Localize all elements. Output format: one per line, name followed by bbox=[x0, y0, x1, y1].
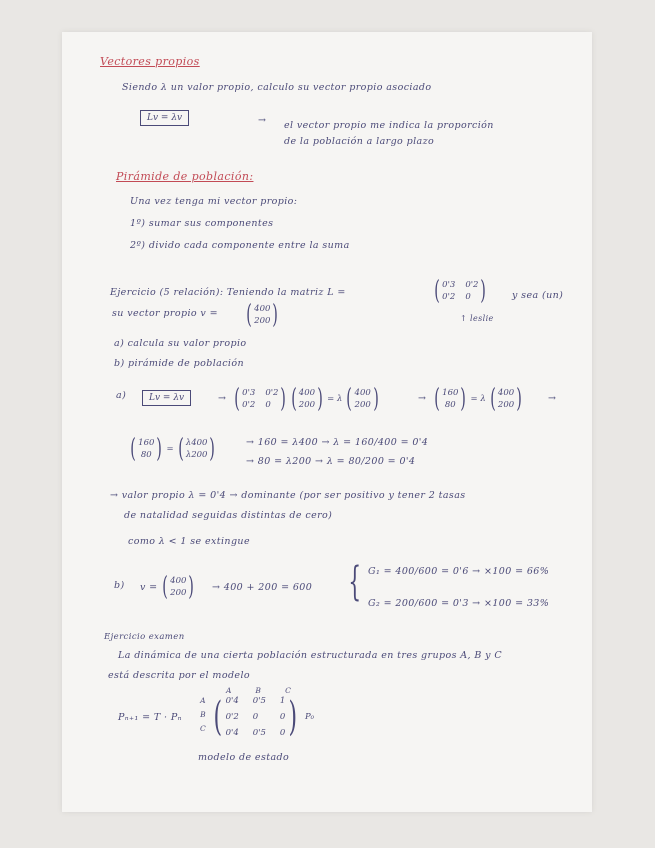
arrow-1: → bbox=[258, 115, 267, 126]
conclusion-1: → valor propio λ = 0'4 → dominante (por ser positivo y tener 2 tasas bbox=[110, 490, 466, 501]
step-2: 2º) divido cada componente entre la suma bbox=[130, 240, 350, 251]
eq2-row-2: → 80 = λ200 → λ = 80/200 = 0'4 bbox=[246, 456, 416, 467]
matrix-L: ( 0'3 0'2 0'2 0 ) bbox=[434, 276, 487, 306]
brace: { bbox=[348, 559, 362, 605]
exercise-1-statement-tail: y sea (un) bbox=[512, 290, 564, 301]
model-caption: modelo de estado bbox=[198, 752, 290, 763]
exam-line-2: está descrita por el modelo bbox=[108, 670, 251, 681]
step-1: 1º) sumar sus componentes bbox=[130, 218, 274, 229]
arrow-2: → bbox=[218, 393, 227, 404]
exam-exercise-title: Ejercicio examen bbox=[104, 632, 185, 642]
note-line-2: de la población a largo plazo bbox=[284, 136, 435, 147]
formula-box: Lv = λv bbox=[140, 110, 189, 126]
arrow-4: → bbox=[548, 393, 557, 404]
leslie-note: ↑ leslie bbox=[460, 314, 494, 323]
eq1-result: ( 160 80 ) = λ ( 400 200 ) bbox=[434, 384, 523, 414]
conclusion-3: como λ < 1 se extingue bbox=[128, 536, 250, 547]
exam-line-1: La dinámica de una cierta población estructurada en tres grupos A, B y C bbox=[118, 650, 503, 661]
part-a-label: a) bbox=[116, 390, 127, 401]
section-title-eigenvectors: Vectores propios bbox=[100, 55, 200, 68]
part-b-sum: → 400 + 200 = 600 bbox=[212, 582, 313, 593]
exercise-1-vector-line: su vector propio v = bbox=[112, 308, 218, 319]
arrow-3: → bbox=[418, 393, 427, 404]
matrix-T: ( 0'4 0'5 1 0'2 0 0 0'4 0'5 0 ) P₀ bbox=[213, 694, 315, 740]
part-b-label: b) bbox=[114, 580, 125, 591]
eq2-row-1: → 160 = λ400 → λ = 160/400 = 0'4 bbox=[246, 437, 429, 448]
note-line-1: el vector propio me indica la proporción bbox=[284, 120, 494, 131]
column-headers: ABC bbox=[226, 686, 315, 695]
vector-v: ( 400 200 ) bbox=[246, 300, 279, 330]
eq1-matrix: ( 0'3 0'2 0'2 0 ) ( 400 200 ) = λ ( 400 200 ) bbox=[234, 384, 379, 414]
question-b: b) pirámide de población bbox=[114, 358, 245, 369]
group-1: G₁ = 400/600 = 0'6 → ×100 = 66% bbox=[368, 566, 550, 577]
question-a: a) calcula su valor propio bbox=[114, 338, 247, 349]
part-b-vector: ( 400 200 ) bbox=[162, 572, 195, 602]
model-equation: Pₙ₊₁ = T · Pₙ bbox=[118, 712, 182, 723]
section-title-pyramid: Pirámide de población: bbox=[116, 170, 254, 183]
row-labels: A B C bbox=[200, 696, 206, 733]
definition-line: Siendo λ un valor propio, calculo su vector propio asociado bbox=[122, 82, 432, 93]
eq2-left: ( 160 80 ) = ( λ400 λ200 ) bbox=[130, 434, 216, 464]
formula-box-2: Lv = λv bbox=[142, 390, 191, 406]
conclusion-2: de natalidad seguidas distintas de cero) bbox=[124, 510, 333, 521]
group-2: G₂ = 200/600 = 0'3 → ×100 = 33% bbox=[368, 598, 550, 609]
notebook-page bbox=[62, 32, 592, 812]
part-b-v: v = bbox=[140, 582, 158, 593]
step-intro: Una vez tenga mi vector propio: bbox=[130, 196, 298, 207]
exercise-1-statement: Ejercicio (5 relación): Teniendo la matriz L = bbox=[110, 287, 346, 298]
